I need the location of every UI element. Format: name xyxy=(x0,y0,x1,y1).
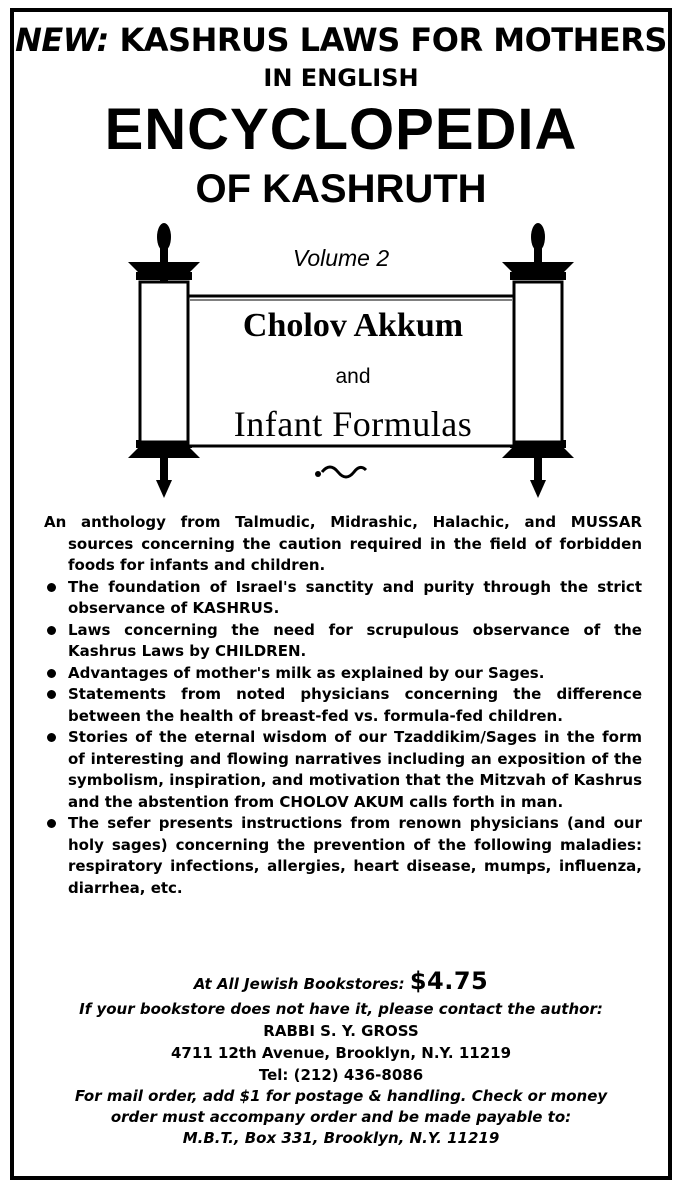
author-phone: Tel: (212) 436-8086 xyxy=(258,1066,424,1084)
new-label: NEW: xyxy=(15,21,109,59)
list-item: Laws concerning the need for scrupulous observance of the Kashrus Laws by CHILDREN. xyxy=(44,620,642,663)
contact-line: If your bookstore does not have it, please contact the author: xyxy=(79,1000,603,1018)
scroll-title-1: Cholov Akkum xyxy=(242,307,464,344)
right-roller-body xyxy=(514,282,562,442)
list-item: The sefer presents instructions from renown physicians (and our holy sages) concerning the prevention of the following maladies: respiratory infections, allergies, heart disease, mumps, influenza, diarrhea, etc. xyxy=(44,813,642,899)
list-item: Advantages of mother's milk as explained by our Sages. xyxy=(44,663,642,685)
bullet-icon xyxy=(47,669,56,678)
headline-english: IN ENGLISH xyxy=(263,64,419,92)
ornament-flourish xyxy=(322,467,366,477)
order-info xyxy=(20,966,662,1149)
volume-label: Volume 2 xyxy=(292,245,390,271)
mail-order-line-1: For mail order, add $1 for postage & handling. Check or money xyxy=(74,1087,608,1105)
price-line xyxy=(20,966,662,999)
bullet-icon xyxy=(47,690,56,699)
book-subtitle: OF KASHRUTH xyxy=(195,167,487,211)
description xyxy=(44,512,642,899)
bullet-icon xyxy=(47,819,56,828)
list-item: Stories of the eternal wisdom of our Tzaddikim/Sages in the form of interesting and flowing narratives including an exposition of the symbolism, inspiration, and motivation that the Mitzvah of Kashrus and the abstention from CHOLOV AKUM calls forth in man. xyxy=(44,727,642,813)
bullet-icon xyxy=(47,626,56,635)
headline-text: KASHRUS LAWS FOR MOTHERS xyxy=(119,21,667,59)
left-roller-body xyxy=(140,282,188,442)
mail-order-line-2: order must accompany order and be made payable to: xyxy=(110,1108,572,1126)
list-item: The foundation of Israel's sanctity and purity through the strict observance of KASHRUS. xyxy=(44,577,642,620)
scroll-and: and xyxy=(335,365,371,388)
bullet-icon xyxy=(47,583,56,592)
price: $4.75 xyxy=(409,967,489,995)
list-item: Statements from noted physicians concerning the difference between the health of breast-fed vs. formula-fed children. xyxy=(44,684,642,727)
author-address: 4711 12th Avenue, Brooklyn, N.Y. 11219 xyxy=(170,1044,512,1062)
author-name: RABBI S. Y. GROSS xyxy=(263,1022,419,1040)
payee-address: M.B.T., Box 331, Brooklyn, N.Y. 11219 xyxy=(182,1129,500,1147)
scroll-title-2: Infant Formulas xyxy=(233,404,473,444)
intro-paragraph: An anthology from Talmudic, Midrashic, Halachic, and MUSSAR sources concerning the caution required in the field of forbidden foods for infants and children. xyxy=(44,513,642,574)
price-label: At All Jewish Bookstores: xyxy=(193,975,405,993)
book-title: ENCYCLOPEDIA xyxy=(104,97,578,162)
bullet-icon xyxy=(47,733,56,742)
feature-list xyxy=(44,577,642,900)
